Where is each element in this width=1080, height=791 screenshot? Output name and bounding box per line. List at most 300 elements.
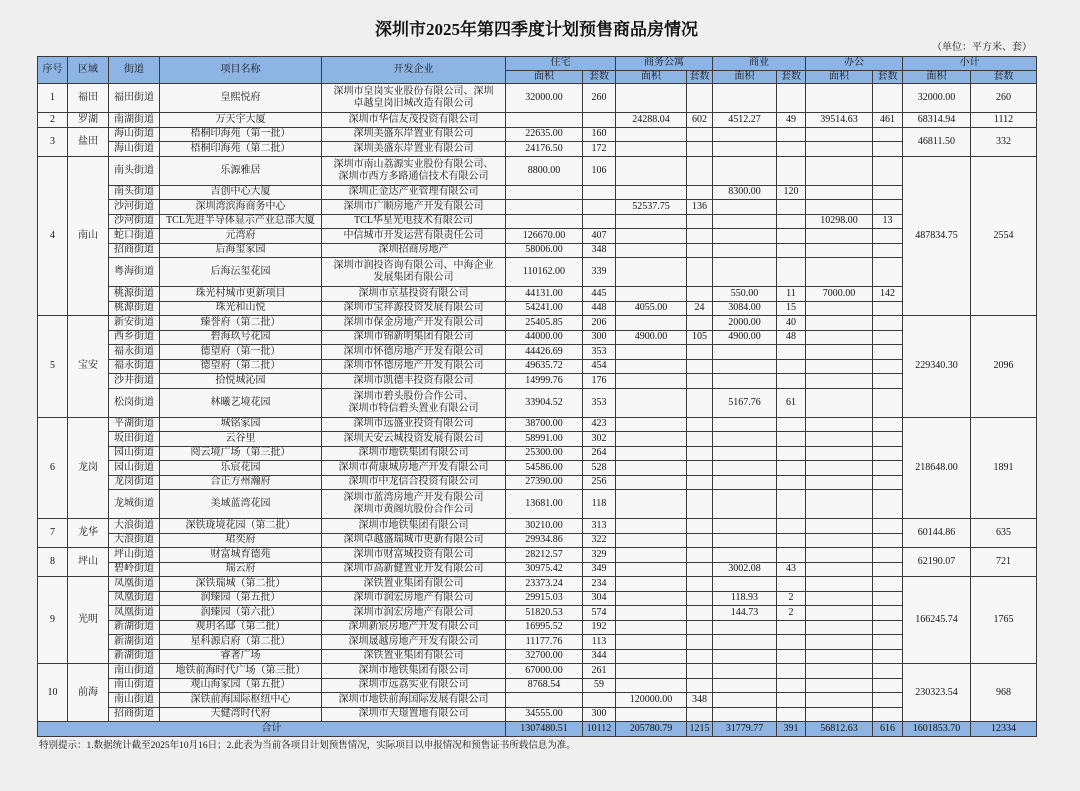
residential-units-cell: 106 — [583, 156, 616, 185]
street-cell: 平湖街道 — [109, 417, 160, 432]
developer-cell: 深圳市中龙信合投资有限公司 — [322, 475, 506, 490]
apartment-area-cell — [616, 156, 687, 185]
residential-area-cell: 14999.76 — [506, 374, 583, 389]
residential-units-cell — [583, 113, 616, 128]
residential-area-cell: 29934.86 — [506, 533, 583, 548]
header-units: 套数 — [777, 70, 806, 84]
street-cell: 粤海街道 — [109, 258, 160, 287]
project-name-cell: 乐宸花园 — [160, 461, 322, 476]
apartment-units-cell — [687, 142, 713, 157]
apartment-area-cell — [616, 519, 687, 534]
apartment-area-cell — [616, 664, 687, 679]
commercial-area-cell — [713, 519, 777, 534]
header-area: 面积 — [806, 70, 873, 84]
presale-table — [37, 56, 1037, 737]
total-apartment-units: 1215 — [687, 722, 713, 737]
apartment-area-cell — [616, 388, 687, 417]
commercial-units-cell — [777, 127, 806, 142]
project-name-cell: 碧海玖号花园 — [160, 330, 322, 345]
commercial-area-cell: 118.93 — [713, 591, 777, 606]
office-area-cell — [806, 562, 873, 577]
apartment-units-cell — [687, 664, 713, 679]
street-cell: 桃源街道 — [109, 287, 160, 302]
total-commercial-units: 391 — [777, 722, 806, 737]
developer-cell: 深圳市京基投资有限公司 — [322, 287, 506, 302]
residential-units-cell: 192 — [583, 620, 616, 635]
residential-area-cell: 44131.00 — [506, 287, 583, 302]
office-area-cell — [806, 156, 873, 185]
header-developer: 开发企业 — [322, 57, 506, 84]
residential-units-cell: 348 — [583, 243, 616, 258]
project-name-cell: 睿著广场 — [160, 649, 322, 664]
street-cell: 沙河街道 — [109, 200, 160, 215]
commercial-area-cell — [713, 417, 777, 432]
project-name-cell: 德望府（第二批） — [160, 359, 322, 374]
apartment-units-cell — [687, 243, 713, 258]
commercial-area-cell — [713, 461, 777, 476]
apartment-area-cell — [616, 620, 687, 635]
residential-units-cell: 300 — [583, 707, 616, 722]
table-container — [37, 56, 1036, 752]
header-business-apartment: 商务公寓 — [616, 57, 713, 71]
residential-units-cell: 353 — [583, 388, 616, 417]
office-units-cell — [873, 127, 903, 142]
developer-cell: 深铁置业集团有限公司 — [322, 577, 506, 592]
table-row — [38, 84, 1037, 113]
table-row — [38, 185, 1037, 200]
residential-units-cell: 339 — [583, 258, 616, 287]
apartment-units-cell: 136 — [687, 200, 713, 215]
commercial-area-cell — [713, 345, 777, 360]
apartment-area-cell — [616, 446, 687, 461]
table-total — [38, 722, 1037, 737]
subtotal-units-cell: 2554 — [971, 156, 1037, 316]
commercial-area-cell: 550.00 — [713, 287, 777, 302]
commercial-area-cell: 2000.00 — [713, 316, 777, 331]
header-area: 面积 — [616, 70, 687, 84]
subtotal-units-cell: 1765 — [971, 577, 1037, 664]
office-area-cell — [806, 388, 873, 417]
region-number: 2 — [38, 113, 68, 128]
office-units-cell — [873, 533, 903, 548]
region-number: 9 — [38, 577, 68, 664]
region-district: 坪山 — [68, 548, 109, 577]
project-name-cell: 后海沄玺花园 — [160, 258, 322, 287]
developer-cell: 深圳市碧头股份合作公司、 深圳市特信碧头置业有限公司 — [322, 388, 506, 417]
apartment-units-cell — [687, 258, 713, 287]
street-cell: 西乡街道 — [109, 330, 160, 345]
residential-units-cell: 423 — [583, 417, 616, 432]
total-residential-units: 10112 — [583, 722, 616, 737]
office-units-cell — [873, 84, 903, 113]
developer-cell: 深铁置业集团有限公司 — [322, 649, 506, 664]
commercial-area-cell: 3084.00 — [713, 301, 777, 316]
apartment-units-cell — [687, 649, 713, 664]
residential-units-cell: 448 — [583, 301, 616, 316]
commercial-units-cell: 15 — [777, 301, 806, 316]
office-area-cell — [806, 345, 873, 360]
table-row — [38, 316, 1037, 331]
commercial-area-cell — [713, 707, 777, 722]
project-name-cell: 润臻园（第六批） — [160, 606, 322, 621]
developer-cell: 深圳市华信友茂投资有限公司 — [322, 113, 506, 128]
commercial-area-cell: 5167.76 — [713, 388, 777, 417]
office-units-cell — [873, 316, 903, 331]
office-area-cell — [806, 446, 873, 461]
residential-units-cell — [583, 200, 616, 215]
apartment-units-cell — [687, 620, 713, 635]
office-units-cell — [873, 461, 903, 476]
region-district: 南山 — [68, 156, 109, 316]
commercial-area-cell — [713, 475, 777, 490]
residential-units-cell: 118 — [583, 490, 616, 519]
apartment-area-cell — [616, 475, 687, 490]
developer-cell: 深圳市锦新明集团有限公司 — [322, 330, 506, 345]
residential-area-cell: 67000.00 — [506, 664, 583, 679]
apartment-units-cell — [687, 127, 713, 142]
commercial-units-cell: 49 — [777, 113, 806, 128]
residential-units-cell — [583, 214, 616, 229]
residential-area-cell: 54586.00 — [506, 461, 583, 476]
project-name-cell: 德望府（第一批） — [160, 345, 322, 360]
header-subtotal: 小计 — [903, 57, 1037, 71]
region-district: 盐田 — [68, 127, 109, 156]
street-cell: 大浪街道 — [109, 519, 160, 534]
project-name-cell: 观玥名邸（第二批） — [160, 620, 322, 635]
commercial-units-cell — [777, 258, 806, 287]
office-units-cell — [873, 577, 903, 592]
developer-cell: 深圳卓越盛瑞城市更新有限公司 — [322, 533, 506, 548]
developer-cell: 深圳天安云城投资发展有限公司 — [322, 432, 506, 447]
developer-cell: 深圳市广顺房地产开发有限公司 — [322, 200, 506, 215]
commercial-units-cell — [777, 635, 806, 650]
office-units-cell — [873, 330, 903, 345]
region-district: 光明 — [68, 577, 109, 664]
project-name-cell: 万天宇大厦 — [160, 113, 322, 128]
residential-units-cell: 313 — [583, 519, 616, 534]
total-row — [38, 722, 1037, 737]
table-row — [38, 446, 1037, 461]
office-area-cell: 39514.63 — [806, 113, 873, 128]
apartment-units-cell — [687, 156, 713, 185]
office-units-cell — [873, 635, 903, 650]
subtotal-units-cell: 2096 — [971, 316, 1037, 418]
street-cell: 园山街道 — [109, 446, 160, 461]
office-units-cell — [873, 374, 903, 389]
residential-units-cell: 260 — [583, 84, 616, 113]
commercial-units-cell — [777, 345, 806, 360]
commercial-units-cell — [777, 620, 806, 635]
residential-units-cell: 302 — [583, 432, 616, 447]
commercial-area-cell — [713, 127, 777, 142]
apartment-units-cell — [687, 84, 713, 113]
commercial-units-cell — [777, 475, 806, 490]
subtotal-area-cell: 218648.00 — [903, 417, 971, 519]
residential-area-cell: 33904.52 — [506, 388, 583, 417]
developer-cell: 深圳市地铁集团有限公司 — [322, 664, 506, 679]
office-area-cell — [806, 316, 873, 331]
subtotal-area-cell: 60144.86 — [903, 519, 971, 548]
subtotal-units-cell: 1891 — [971, 417, 1037, 519]
commercial-area-cell — [713, 664, 777, 679]
table-row — [38, 142, 1037, 157]
street-cell: 南头街道 — [109, 185, 160, 200]
residential-area-cell — [506, 185, 583, 200]
developer-cell: 深圳市皇岗实业股份有限公司、深圳 卓越皇岗旧城改造有限公司 — [322, 84, 506, 113]
residential-units-cell: 206 — [583, 316, 616, 331]
commercial-area-cell — [713, 200, 777, 215]
office-area-cell — [806, 475, 873, 490]
office-area-cell — [806, 461, 873, 476]
office-units-cell: 142 — [873, 287, 903, 302]
table-row — [38, 214, 1037, 229]
subtotal-units-cell: 332 — [971, 127, 1037, 156]
office-area-cell: 10298.00 — [806, 214, 873, 229]
subtotal-units-cell: 635 — [971, 519, 1037, 548]
commercial-area-cell — [713, 243, 777, 258]
residential-area-cell: 23373.24 — [506, 577, 583, 592]
office-area-cell — [806, 359, 873, 374]
subtotal-units-cell: 1112 — [971, 113, 1037, 128]
office-units-cell — [873, 446, 903, 461]
commercial-area-cell: 4512.27 — [713, 113, 777, 128]
office-area-cell — [806, 84, 873, 113]
apartment-units-cell — [687, 519, 713, 534]
subtotal-area-cell: 46811.50 — [903, 127, 971, 156]
total-residential-area: 1307480.51 — [506, 722, 583, 737]
table-row — [38, 562, 1037, 577]
header-units: 套数 — [583, 70, 616, 84]
commercial-area-cell: 4900.00 — [713, 330, 777, 345]
project-name-cell: 拾悦城沁园 — [160, 374, 322, 389]
project-name-cell: 深铁前海国际枢纽中心 — [160, 693, 322, 708]
header-commercial: 商业 — [713, 57, 806, 71]
region-district: 龙岗 — [68, 417, 109, 519]
residential-units-cell: 528 — [583, 461, 616, 476]
residential-area-cell: 49635.72 — [506, 359, 583, 374]
project-name-cell: 润臻园（第五批） — [160, 591, 322, 606]
office-units-cell — [873, 475, 903, 490]
residential-area-cell: 38700.00 — [506, 417, 583, 432]
table-header — [38, 57, 1037, 84]
commercial-units-cell: 2 — [777, 591, 806, 606]
office-area-cell — [806, 142, 873, 157]
residential-units-cell: 160 — [583, 127, 616, 142]
residential-units-cell: 329 — [583, 548, 616, 563]
project-name-cell: 珠光村城市更新项目 — [160, 287, 322, 302]
residential-area-cell — [506, 214, 583, 229]
office-units-cell — [873, 432, 903, 447]
street-cell: 福田街道 — [109, 84, 160, 113]
apartment-area-cell: 120000.00 — [616, 693, 687, 708]
project-name-cell: 深铁珑境花园（第二批） — [160, 519, 322, 534]
commercial-units-cell — [777, 490, 806, 519]
table-row — [38, 664, 1037, 679]
region-number: 7 — [38, 519, 68, 548]
commercial-units-cell — [777, 461, 806, 476]
developer-cell: 深圳新宸房地产开发有限公司 — [322, 620, 506, 635]
table-row — [38, 374, 1037, 389]
table-row — [38, 620, 1037, 635]
header-row — [38, 57, 1037, 71]
residential-area-cell: 30210.00 — [506, 519, 583, 534]
office-units-cell — [873, 606, 903, 621]
table-row — [38, 678, 1037, 693]
street-cell: 龙岗街道 — [109, 475, 160, 490]
page-title: 深圳市2025年第四季度计划预售商品房情况 — [375, 20, 698, 39]
apartment-area-cell — [616, 374, 687, 389]
apartment-area-cell — [616, 490, 687, 519]
commercial-units-cell: 61 — [777, 388, 806, 417]
apartment-area-cell — [616, 359, 687, 374]
table-row — [38, 345, 1037, 360]
commercial-area-cell — [713, 635, 777, 650]
project-name-cell: 城铭家园 — [160, 417, 322, 432]
commercial-area-cell — [713, 649, 777, 664]
apartment-area-cell — [616, 127, 687, 142]
commercial-units-cell — [777, 649, 806, 664]
table-row — [38, 113, 1037, 128]
apartment-units-cell — [687, 461, 713, 476]
street-cell: 大浪街道 — [109, 533, 160, 548]
office-units-cell — [873, 649, 903, 664]
developer-cell: 深圳市保金房地产开发有限公司 — [322, 316, 506, 331]
table-row — [38, 649, 1037, 664]
project-name-cell: 观山海家园（第五批） — [160, 678, 322, 693]
apartment-area-cell — [616, 417, 687, 432]
project-name-cell: 天健湾时代府 — [160, 707, 322, 722]
developer-cell: 深圳晟越房地产开发有限公司 — [322, 635, 506, 650]
residential-area-cell: 25300.00 — [506, 446, 583, 461]
apartment-area-cell — [616, 214, 687, 229]
developer-cell: 深圳市远荔实业有限公司 — [322, 678, 506, 693]
footnote: 特别提示：1.数据统计截至2025年10月16日；2.此表为当前各项目计划预售情况，实际项目以申报情况和预售证书所载信息为准。 — [39, 740, 576, 751]
residential-area-cell: 126670.00 — [506, 229, 583, 244]
office-area-cell — [806, 185, 873, 200]
subtotal-units-cell: 721 — [971, 548, 1037, 577]
commercial-area-cell — [713, 446, 777, 461]
residential-area-cell: 58991.00 — [506, 432, 583, 447]
office-area-cell — [806, 432, 873, 447]
office-units-cell — [873, 707, 903, 722]
region-district: 前海 — [68, 664, 109, 722]
developer-cell: 深圳市地铁集团有限公司 — [322, 519, 506, 534]
office-units-cell — [873, 185, 903, 200]
developer-cell: 深圳市怀德房地产开发有限公司 — [322, 345, 506, 360]
developer-cell: 深圳美盛东岸置业有限公司 — [322, 127, 506, 142]
commercial-units-cell — [777, 200, 806, 215]
office-units-cell — [873, 519, 903, 534]
developer-cell: 深圳市荷康城房地产开发有限公司 — [322, 461, 506, 476]
apartment-units-cell — [687, 446, 713, 461]
street-cell: 新湖街道 — [109, 635, 160, 650]
region-district: 宝安 — [68, 316, 109, 418]
commercial-units-cell — [777, 693, 806, 708]
commercial-units-cell — [777, 707, 806, 722]
residential-area-cell: 8800.00 — [506, 156, 583, 185]
office-units-cell — [873, 229, 903, 244]
region-number: 8 — [38, 548, 68, 577]
street-cell: 新安街道 — [109, 316, 160, 331]
apartment-units-cell — [687, 359, 713, 374]
project-name-cell: 深圳湾滨海商务中心 — [160, 200, 322, 215]
residential-units-cell: 256 — [583, 475, 616, 490]
commercial-area-cell — [713, 432, 777, 447]
project-name-cell: 吉创中心大厦 — [160, 185, 322, 200]
commercial-area-cell — [713, 374, 777, 389]
commercial-units-cell — [777, 548, 806, 563]
residential-area-cell: 13681.00 — [506, 490, 583, 519]
developer-cell: 深圳市高新健置业开发有限公司 — [322, 562, 506, 577]
developer-cell: 深圳市宝祥源投资发展有限公司 — [322, 301, 506, 316]
total-area: 1601853.70 — [903, 722, 971, 737]
apartment-units-cell — [687, 214, 713, 229]
table-row — [38, 606, 1037, 621]
commercial-units-cell — [777, 84, 806, 113]
apartment-units-cell — [687, 475, 713, 490]
table-row — [38, 707, 1037, 722]
residential-units-cell: 304 — [583, 591, 616, 606]
residential-area-cell — [506, 693, 583, 708]
subtotal-area-cell: 166245.74 — [903, 577, 971, 664]
developer-cell: 深圳市怀德房地产开发有限公司 — [322, 359, 506, 374]
table-row — [38, 359, 1037, 374]
residential-units-cell: 407 — [583, 229, 616, 244]
office-area-cell — [806, 533, 873, 548]
office-units-cell — [873, 345, 903, 360]
commercial-units-cell — [777, 432, 806, 447]
street-cell: 新湖街道 — [109, 620, 160, 635]
office-area-cell — [806, 693, 873, 708]
table-row — [38, 548, 1037, 563]
commercial-units-cell — [777, 359, 806, 374]
project-name-cell: 星科源启府（第二批） — [160, 635, 322, 650]
developer-cell: 深圳市地铁集团有限公司 — [322, 446, 506, 461]
table-row — [38, 432, 1037, 447]
street-cell: 碧岭街道 — [109, 562, 160, 577]
table-row — [38, 229, 1037, 244]
street-cell: 坂田街道 — [109, 432, 160, 447]
commercial-units-cell: 120 — [777, 185, 806, 200]
office-area-cell — [806, 200, 873, 215]
office-units-cell — [873, 693, 903, 708]
office-units-cell: 461 — [873, 113, 903, 128]
residential-area-cell: 44426.69 — [506, 345, 583, 360]
residential-area-cell: 34555.00 — [506, 707, 583, 722]
total-units: 12334 — [971, 722, 1037, 737]
residential-area-cell: 11177.76 — [506, 635, 583, 650]
developer-cell: 深圳市地铁前海国际发展有限公司 — [322, 693, 506, 708]
commercial-units-cell — [777, 417, 806, 432]
apartment-area-cell — [616, 533, 687, 548]
commercial-units-cell: 48 — [777, 330, 806, 345]
region-number: 4 — [38, 156, 68, 316]
table-row — [38, 243, 1037, 258]
commercial-units-cell — [777, 664, 806, 679]
apartment-area-cell — [616, 606, 687, 621]
apartment-units-cell — [687, 490, 713, 519]
developer-cell: 深圳市润投咨询有限公司、中海企业 发展集团有限公司 — [322, 258, 506, 287]
apartment-units-cell — [687, 635, 713, 650]
office-area-cell — [806, 417, 873, 432]
developer-cell: TCL华星光电技术有限公司 — [322, 214, 506, 229]
table-row — [38, 635, 1037, 650]
subtotal-area-cell: 229340.30 — [903, 316, 971, 418]
residential-area-cell: 8768.54 — [506, 678, 583, 693]
commercial-units-cell: 2 — [777, 606, 806, 621]
project-name-cell: 元湾府 — [160, 229, 322, 244]
apartment-area-cell — [616, 243, 687, 258]
